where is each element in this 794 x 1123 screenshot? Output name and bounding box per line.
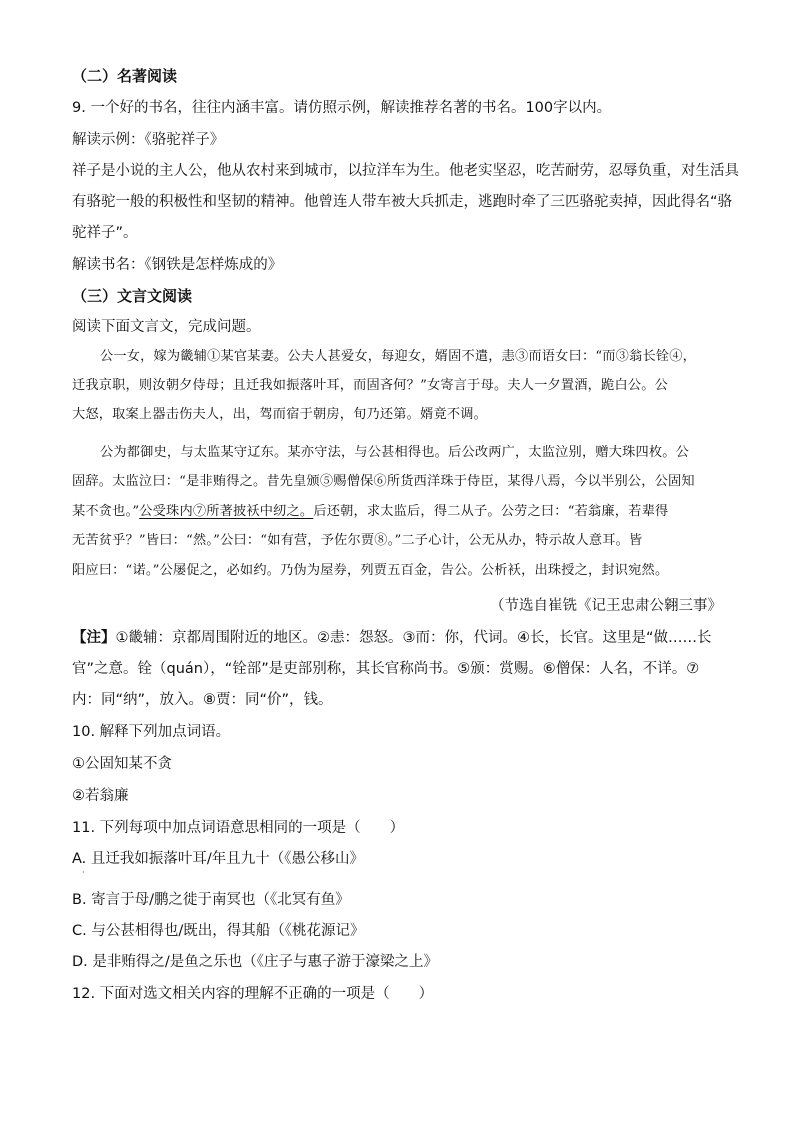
option-c: C. 与公甚相得也/既出，得其船（《桃花源记》 bbox=[72, 923, 365, 939]
option-b: B. 寄言于母/鹏之徙于南冥也（《北冥有鱼》 bbox=[72, 892, 350, 908]
passage-line: 迁我京职，则汝朝夕侍母；且迁我如振落叶耳，而固吝何？”女寄言于母。夫人一夕置酒，跪白公。公 bbox=[72, 378, 668, 393]
passage-segment: 后还朝，求太监后，得二从子。公劳之曰：“若翁廉，若辈得 bbox=[313, 504, 669, 519]
emphasis-dot-mark: · bbox=[82, 868, 85, 877]
passage-line-with-underline bbox=[72, 503, 720, 521]
section-heading-classics: （二）名著阅读 bbox=[72, 67, 178, 85]
passage-line: 无苦贫乎？”皆曰：“然。”公曰：“如有营，予佐尔贾⑧。”二子心计，公无从办，特示故人意耳。皆 bbox=[72, 533, 643, 548]
question-12: 12. 下面对选文相关内容的理解不正确的一项是（ ） bbox=[72, 986, 434, 1002]
passage-segment: 某不贪也。” bbox=[72, 504, 140, 519]
passage-line: 固辞。太监泣曰：“是非贿得之。昔先皇颁⑤赐僧保⑥所货西洋珠于侍臣，某得八焉，今以半别公，公固知 bbox=[72, 474, 695, 489]
option-a: A. 且迁我如振落叶耳/年且九十（《愚公移山》 bbox=[72, 851, 365, 867]
example-label: 解读示例：《骆驼祥子》 bbox=[72, 132, 225, 148]
example-text-line: 祥子是小说的主人公，他从农村来到城市，以拉洋车为生。他老实坚忍，吃苦耐劳，忍辱负重，对生活具 bbox=[72, 163, 739, 179]
example-text-line: 有骆驼一般的积极性和坚韧的精神。他曾连人带车被大兵抓走，逃跑时牵了三匹骆驼卖掉，因此得名“骆 bbox=[72, 194, 733, 210]
annotation-line: 内：同“纳”，放入。⑧贾：同“价”，钱。 bbox=[72, 692, 333, 708]
section-heading-classical: （三）文言文阅读 bbox=[72, 287, 193, 305]
task-book-title: 解读书名：《钢铁是怎样炼成的》 bbox=[72, 257, 283, 273]
passage-line: 公为都御史，与太监某守辽东。某亦守法，与公甚相得也。后公改两广，太监泣别，赠大珠四枚。公 bbox=[100, 445, 690, 460]
annotation-label: 【注】 bbox=[72, 630, 116, 646]
underlined-sentence: 公受珠内⑦所著披袄中纫之。 bbox=[139, 504, 314, 519]
annotation-text: ①畿辅：京都周围附近的地区。②恚：怨怒。③而：你，代词。④长，长官。这里是“做……长 bbox=[115, 630, 712, 646]
question-10-item: ①公固知某不贪 bbox=[72, 756, 172, 772]
passage-line: 大怒，取案上器击伤夫人，出，驾而宿于朝房，旬乃还第。婿竟不调。 bbox=[72, 407, 488, 422]
passage-line: 阳应曰：“诺。”公屡促之，必如约。乃伪为屋券，列贾五百金，告公。公析袄，出珠授之，封识宛然。 bbox=[72, 563, 669, 578]
annotation-line bbox=[72, 628, 712, 648]
annotation-line: 官”之意。铨（quán），“铨部”是吏部别称，其长官称尚书。⑤颁：赏赐。⑥僧保：人名，不详。⑦ bbox=[72, 661, 700, 677]
question-10-item: ②若翁廉 bbox=[72, 788, 129, 804]
question-11: 11. 下列每项中加点词语意思相同的一项是（ ） bbox=[72, 820, 405, 836]
example-text-line: 驼祥子”。 bbox=[72, 225, 138, 241]
passage-line: 公一女，嫁为畿辅①某官某妻。公夫人甚爱女，每迎女，婿固不遣，恚③而语女曰：“而③翁长铨④， bbox=[100, 349, 696, 364]
question-9: 9. 一个好的书名，往往内涵丰富。请仿照示例，解读推荐名著的书名。100字以内。 bbox=[72, 100, 612, 116]
passage-source: （节选自崔铣《记王忠肃公翱三事》 bbox=[490, 598, 722, 614]
option-d: D. 是非贿得之/是鱼之乐也（《庄子与惠子游于濠梁之上》 bbox=[72, 954, 439, 970]
reading-instruction: 阅读下面文言文，完成问题。 bbox=[72, 319, 261, 335]
question-10: 10. 解释下列加点词语。 bbox=[72, 724, 231, 740]
